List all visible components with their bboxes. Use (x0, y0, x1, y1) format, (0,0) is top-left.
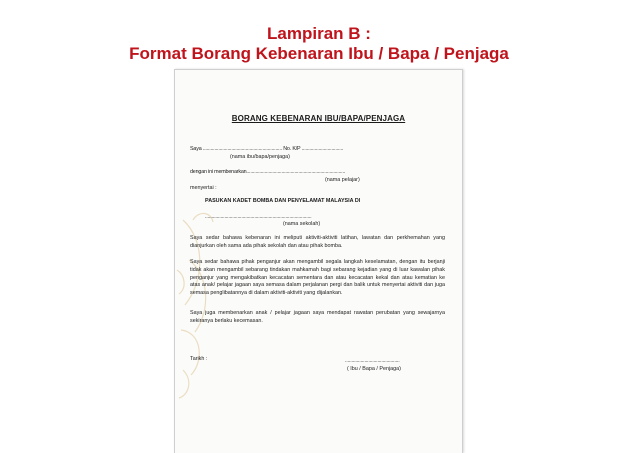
school-name-line: .................................................................................. (205, 214, 312, 220)
signature-line: .......................................... (345, 358, 400, 364)
consent-paragraph-activities: Saya sedar bahawa kebenaran ini meliputi aktiviti-aktiviti latihan, lawatan dan perkhemahan yang dianjurkan oleh sama ada pihak sekolah dan atau pihak bomba. (190, 235, 445, 249)
parent-name-caption: (nama ibu/bapa/penjaga) (230, 154, 290, 160)
join-label: menyertai : (190, 185, 217, 191)
permission-form-document (174, 69, 463, 453)
parent-name-line: Saya ............................................................. No. K/P ................................ (190, 146, 344, 152)
school-name-caption: (nama sekolah) (283, 221, 321, 227)
organisation-name: PASUKAN KADET BOMBA DAN PENYELAMAT MALAYSIA DI (205, 198, 361, 204)
signature-caption: ( Ibu / Bapa / Penjaga) (347, 366, 401, 372)
consent-paragraph-liability: Saya sedar bahawa pihak penganjur akan mengambil segala langkah keselamatan, dengan itu berjanji tidak akan mengambil sebarang tindakan mahkamah bagi sebarang kejadian yang di luar kawalan pihak penganjur yang mengakibatkan kecacatan sementara dan atau kecacatan kekal dan atau kematian ke atas anak/ pelajar jagaan saya semasa dalam perjalanan pergi dan balik untuk menyertai aktiviti dan juga semasa penglibatannya di dalam aktiviti-aktiviti yang dijalankan. (190, 259, 445, 297)
slide-title-line-2: Format Borang Kebenaran Ibu / Bapa / Penjaga (129, 44, 509, 63)
date-label: Tarikh : (190, 356, 208, 362)
form-heading: BORANG KEBENARAN IBU/BAPA/PENJAGA (231, 114, 406, 123)
consent-paragraph-medical: Saya juga membenarkan anak / pelajar jagaan saya mendapat rawatan perubatan yang sewajarnya sekiranya berlaku kecemasan. (190, 310, 445, 324)
student-name-caption: (nama pelajar) (325, 177, 360, 183)
student-name-line: dengan ini membenarkan............................................................................ (190, 169, 346, 175)
slide-title-line-1: Lampiran B : (267, 24, 371, 43)
